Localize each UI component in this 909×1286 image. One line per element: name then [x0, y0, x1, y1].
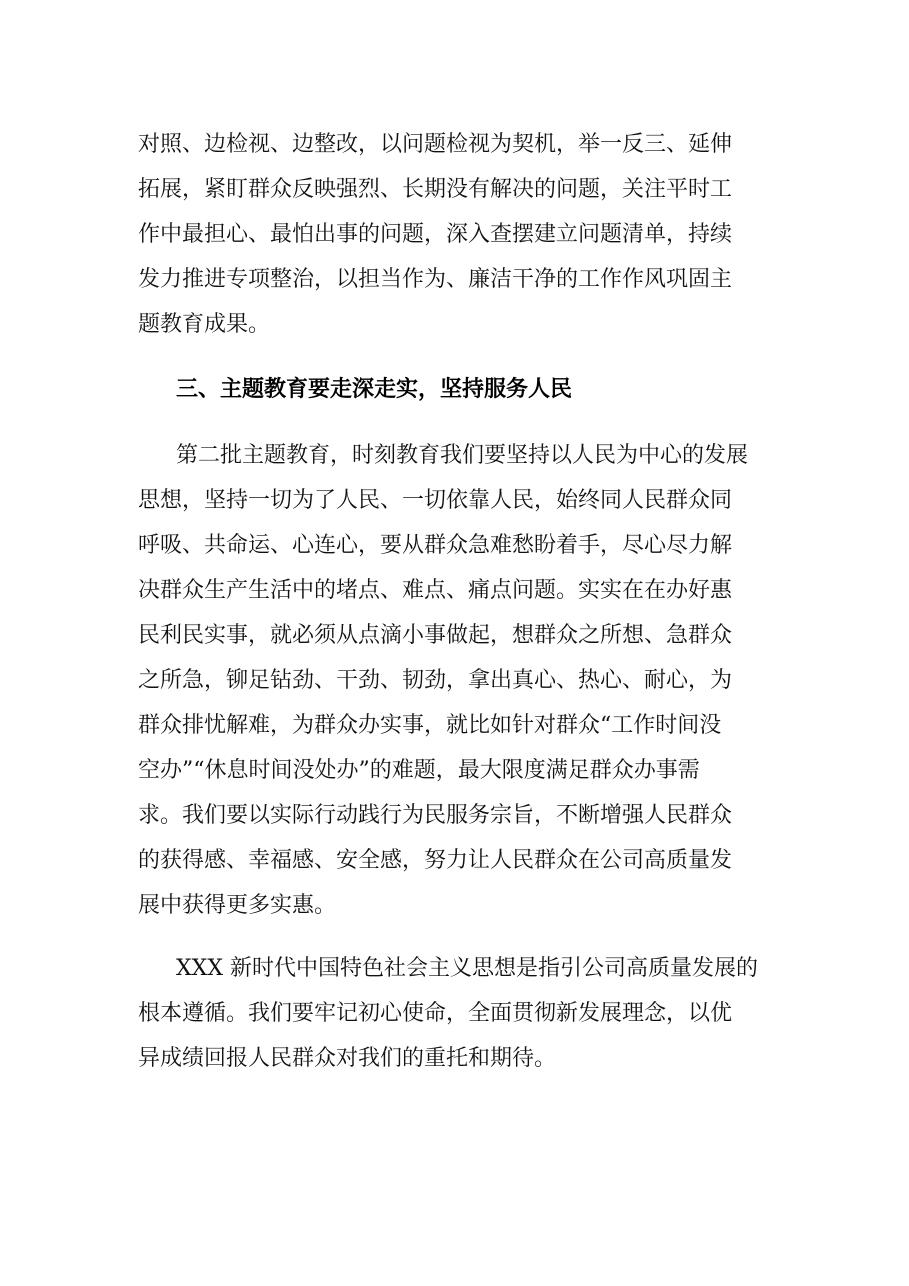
paragraph-conclusion	[138, 946, 774, 1081]
text-line: 思想，坚持一切为了人民、一切依靠人民，始终同人民群众同	[138, 488, 733, 513]
text-line: 求。我们要以实际行动践行为民服务宗旨，不断增强人民群众	[138, 803, 733, 828]
text-line: 作中最担心、最怕出事的问题，深入查摆建立问题清单，持续	[138, 222, 733, 247]
text-line: 决群众生产生活中的堵点、难点、痛点问题。实实在在办好惠	[138, 578, 733, 603]
text-line: 根本遵循。我们要牢记初心使命，全面贯彻新发展理念，以优	[138, 1001, 733, 1026]
text-line: 异成绩回报人民群众对我们的重托和期待。	[138, 1046, 557, 1071]
text-line: 民利民实事，就必须从点滴小事做起，想群众之所想、急群众	[138, 623, 733, 648]
text-line: 题教育成果。	[138, 312, 271, 337]
text-line: 展中获得更多实惠。	[138, 893, 337, 918]
text-line: 发力推进专项整治，以担当作为、廉洁干净的工作作风巩固主	[138, 267, 733, 292]
text-line: 群众排忧解难，为群众办实事，就比如针对群众“工作时间没	[138, 713, 722, 738]
document-body	[138, 122, 774, 1081]
text-line: 呼吸、共命运、心连心，要从群众急难愁盼着手，尽心尽力解	[138, 533, 733, 558]
text-line: 空办”“休息时间没处办”的难题，最大限度满足群众办事需	[138, 758, 700, 783]
paragraph-serve-people	[138, 433, 774, 928]
text-line: 拓展，紧盯群众反映强烈、长期没有解决的问题，关注平时工	[138, 177, 733, 202]
paragraph-continuation	[138, 122, 774, 347]
text-line: 第二批主题教育，时刻教育我们要坚持以人民为中心的发展	[176, 443, 749, 468]
text-line: 之所急，铆足钻劲、干劲、韧劲，拿出真心、热心、耐心，为	[138, 668, 733, 693]
section-heading: 三、主题教育要走深走实，坚持服务人民	[176, 377, 573, 402]
text-line: 的获得感、幸福感、安全感，努力让人民群众在公司高质量发	[138, 848, 733, 873]
text-line: 对照、边检视、边整改，以问题检视为契机，举一反三、延伸	[138, 132, 733, 157]
text-line: XXX 新时代中国特色社会主义思想是指引公司高质量发展的	[176, 956, 758, 981]
